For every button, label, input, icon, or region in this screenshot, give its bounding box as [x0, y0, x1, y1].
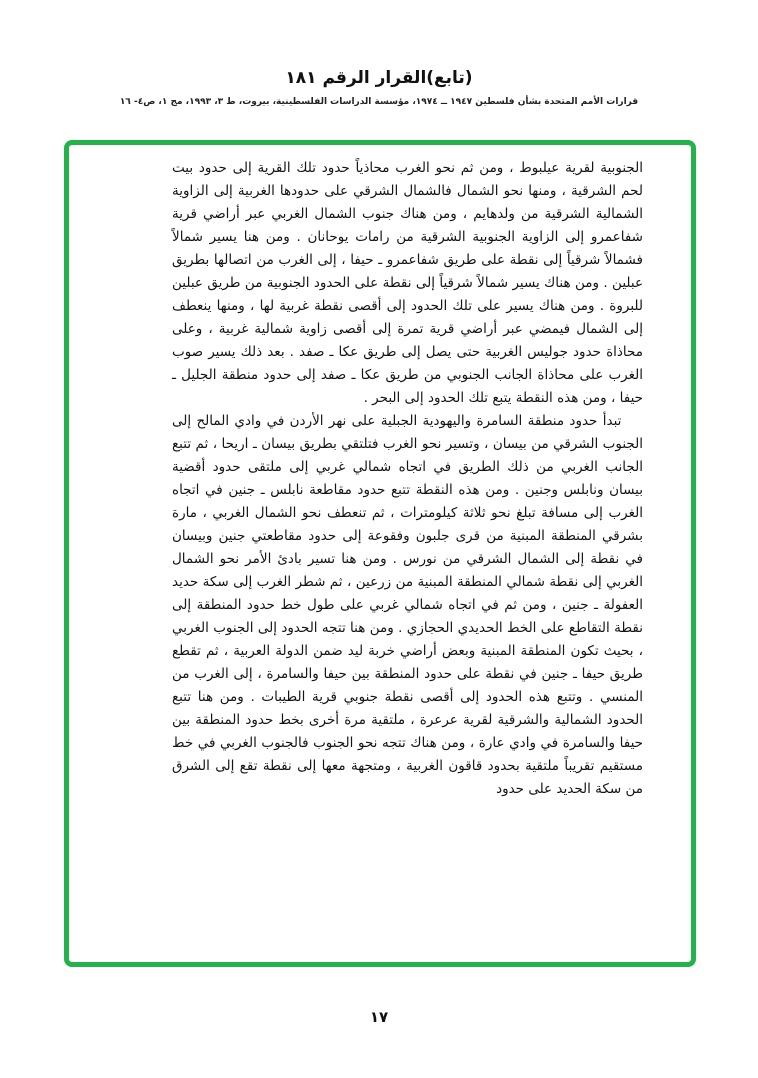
- page-number: ١٧: [369, 1008, 389, 1026]
- page-title: (تابع)القرار الرقم ١٨١: [285, 68, 473, 88]
- page-header: [0, 68, 758, 107]
- page-subtitle: قرارات الأمم المتحدة بشأن فلسطين ١٩٤٧ ــ ١٩٧٤، مؤسسة الدراسات الفلسطينية، بيروت، ط ٣، ١٩٩٣، مج ١، ص٤- ١٦: [119, 97, 639, 107]
- content-frame: [64, 140, 696, 967]
- paragraph: الجنوبية لقرية عيلبوط ، ومن ثم نحو الغرب محاذياً حدود تلك القرية إلى حدود بيت لحم الشرقية ، ومنها نحو الشمال فالشمال الشرقي على حدودها الغربية إلى الزاوية الشمالية الشرقية من ولدهايم ، ومن هناك جنوب الشمال الغربي عبر أراضي قرية شفاعمرو إلى الزاوية الجنوبية الشرقية من رامات يوحانان . ومن هنا يسير شمالاً فشمالاً شرقياً إلى نقطة على طريق شفاعمرو ـ حيفا ، إلى الغرب من اتصالها بطريق عبلين . ومن هناك يسير شمالاً شرقياً إلى نقطة على الحدود الجنوبية من طريق عبلين للبروة . ومن هناك يسير على تلك الحدود إلى أقصى نقطة غربية لها ، ومنها ينعطف إلى الشمال فيمضي عبر أراضي قرية تمرة إلى أقصى زاوية شمالية غربية ، وعلى محاذاة حدود جوليس الغربية حتى يصل إلى طريق عكا ـ صفد . بعد ذلك يسير صوب الغرب على محاذاة الجانب الجنوبي من طريق عكا ـ صفد إلى حدود منطقة الجليل ـ حيفا ، ومن هذه النقطة يتبع تلك الحدود إلى البحر .: [172, 160, 643, 406]
- paragraph: تبدأ حدود منطقة السامرة واليهودية الجبلية على نهر الأردن في وادي المالح إلى الجنوب الشرقي من بيسان ، وتسير نحو الغرب فتلتقي بطريق بيسان ـ اريحا ، ثم تتبع الجانب الغربي من ذلك الطريق في اتجاه شمالي غربي إلى ملتقى حدود أقضية بيسان ونابلس وجنين . ومن هذه النقطة تتبع حدود مقاطعة نابلس ـ جنين في اتجاه الغرب إلى مسافة تبلغ نحو ثلاثة كيلومترات ، ثم تنعطف نحو الشمال الغربي ، مارة بشرقي المنطقة المبنية من قرى جلبون وفقوعة إلى حدود مقاطعتي جنين وبيسان في نقطة إلى الشمال الشرقي من نورس . ومن هنا تسير بادئ الأمر نحو الشمال الغربي إلى نقطة شمالي المنطقة المبنية من زرعين ، ثم شطر الغرب إلى سكة حديد العفولة ـ جنين ، ومن ثم في اتجاه شمالي غربي على طول خط حدود المنطقة إلى نقطة التقاطع على الخط الحديدي الحجازي . ومن هنا تتجه الحدود إلى الجنوب الغربي ، بحيث تكون المنطقة المبنية وبعض أراضي خربة ليد ضمن الدولة العربية ، ثم تقطع طريق حيفا ـ جنين في نقطة على حدود المنطقة بين حيفا والسامرة ، إلى الغرب من المنسي . وتتبع هذه الحدود إلى أقصى نقطة جنوبي قرية الطيبات . ومن هنا تتبع الحدود الشمالية والشرقية لقرية عرعرة ، ملتقية مرة أخرى بخط حدود المنطقة بين حيفا والسامرة في وادي عارة ، ومن هناك تتجه نحو الجنوب فالجنوب الغربي في خط مستقيم تقريباً ملتقية بحدود قاقون الغربية ، ومتجهة معها إلى نقطة تقع إلى الشرق من سكة الحديد على حدود: [172, 413, 643, 797]
- body-text: [172, 157, 643, 952]
